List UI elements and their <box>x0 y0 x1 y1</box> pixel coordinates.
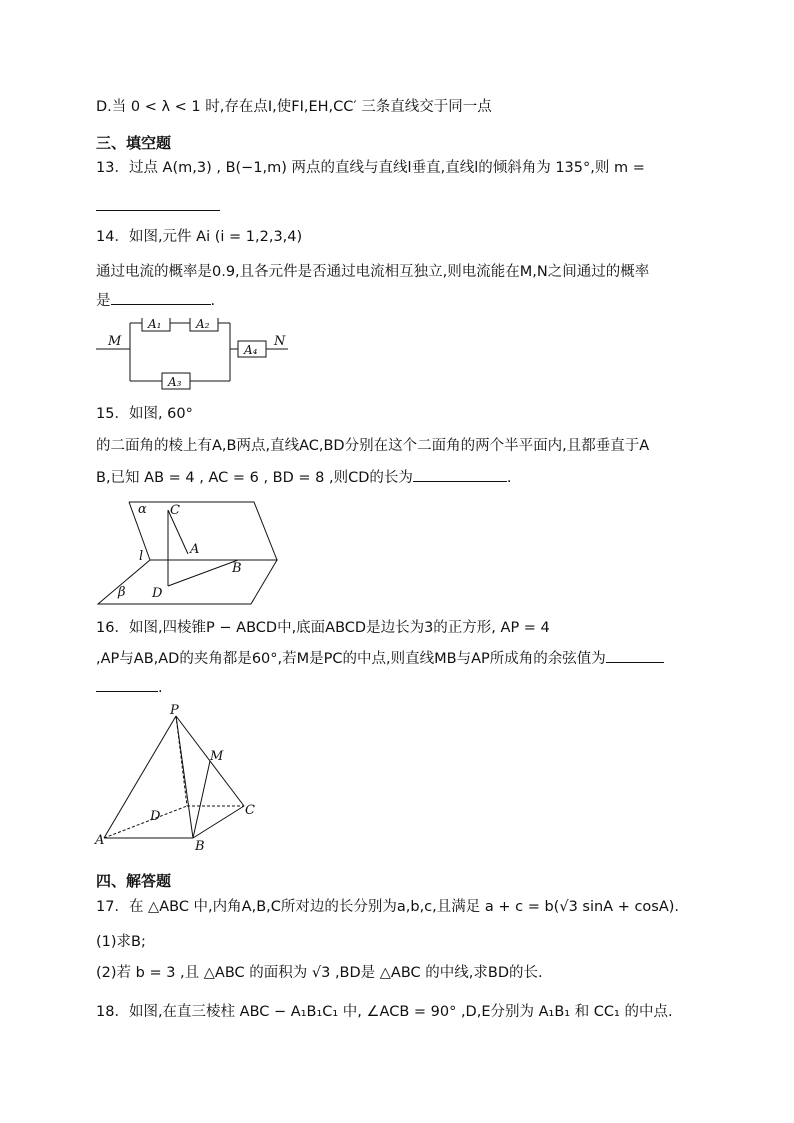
label-d: D <box>152 586 163 601</box>
label-d-point: D <box>150 809 161 824</box>
q14-prefix: 是 <box>96 293 111 309</box>
section-heading-fill-in: 三、填空题 <box>96 134 172 152</box>
label-a1: A₁ <box>148 318 162 331</box>
label-alpha: α <box>138 502 147 517</box>
q16-text: ,AP与AB,AD的夹角都是60°,若M是PC的中点,则直线MB与AP所成角的余弦值为 <box>96 651 606 667</box>
answer-blank-16a <box>606 648 664 663</box>
question-14-line3 <box>96 290 215 311</box>
label-a4: A₄ <box>244 343 258 357</box>
question-15-line2: 的二面角的棱上有A,B两点,直线AC,BD分别在这个二面角的两个半平面内,且都垂直于A <box>96 438 650 454</box>
question-14-line2: 通过电流的概率是0.9,且各元件是否通过电流相互独立,则电流能在M,N之间通过的概率 <box>96 264 650 280</box>
q14-end: . <box>210 293 216 309</box>
q15-end: . <box>506 470 512 486</box>
label-c-point: C <box>245 803 255 818</box>
answer-blank-13 <box>96 196 220 217</box>
pyramid-diagram <box>92 702 267 854</box>
label-m: M <box>108 334 122 349</box>
circuit-diagram <box>96 318 296 390</box>
label-a: A <box>190 542 200 557</box>
question-17-part2: (2)若 b = 3 ,且 △ABC 的面积为 √3 ,BD是 △ABC 的中线,求BD的长. <box>96 965 543 981</box>
label-b: B <box>232 561 242 576</box>
label-a-point: A <box>95 833 105 848</box>
label-p: P <box>170 703 179 718</box>
label-m-point: M <box>210 749 224 764</box>
question-14-line1: 14．如图,元件 Ai (i = 1,2,3,4) <box>96 229 303 245</box>
option-d: D.当 0 < λ < 1 时,存在点I,使FI,EH,CC′ 三条直线交于同一点 <box>96 99 492 115</box>
label-b-point: B <box>195 839 205 854</box>
answer-blank-14 <box>111 290 211 305</box>
label-c: C <box>170 503 180 518</box>
label-a2: A₂ <box>196 318 210 331</box>
question-16-line1: 16．如图,四棱锥P − ABCD中,底面ABCD是边长为3的正方形, AP = 4 <box>96 620 550 636</box>
answer-blank-16b <box>96 677 158 692</box>
label-a3: A₃ <box>168 375 182 389</box>
question-16-line2 <box>96 648 664 669</box>
q16-end: . <box>158 680 163 696</box>
question-17: 17．在 △ABC 中,内角A,B,C所对边的长分别为a,b,c,且满足 a + c = b(√3 sinA + cosA). <box>96 899 680 915</box>
label-beta: β <box>118 585 126 600</box>
question-18: 18．如图,在直三棱柱 ABC − A₁B₁C₁ 中, ∠ACB = 90° ,D,E分别为 A₁B₁ 和 CC₁ 的中点. <box>96 1004 673 1020</box>
dihedral-angle-diagram <box>96 498 286 608</box>
question-13: 13．过点 A(m,3) , B(−1,m) 两点的直线与直线l垂直,直线l的倾斜角为 135°,则 m = <box>96 160 645 176</box>
question-17-part1: (1)求B; <box>96 934 146 950</box>
question-16-line3 <box>96 677 163 698</box>
q15-text: B,已知 AB = 4 , AC = 6 , BD = 8 ,则CD的长为 <box>96 470 413 486</box>
answer-blank-15 <box>413 467 507 482</box>
label-n: N <box>274 334 286 349</box>
question-15-line1: 15．如图, 60° <box>96 406 193 422</box>
label-l: l <box>139 549 144 564</box>
question-15-line3 <box>96 467 512 488</box>
section-heading-solutions: 四、解答题 <box>96 872 172 890</box>
